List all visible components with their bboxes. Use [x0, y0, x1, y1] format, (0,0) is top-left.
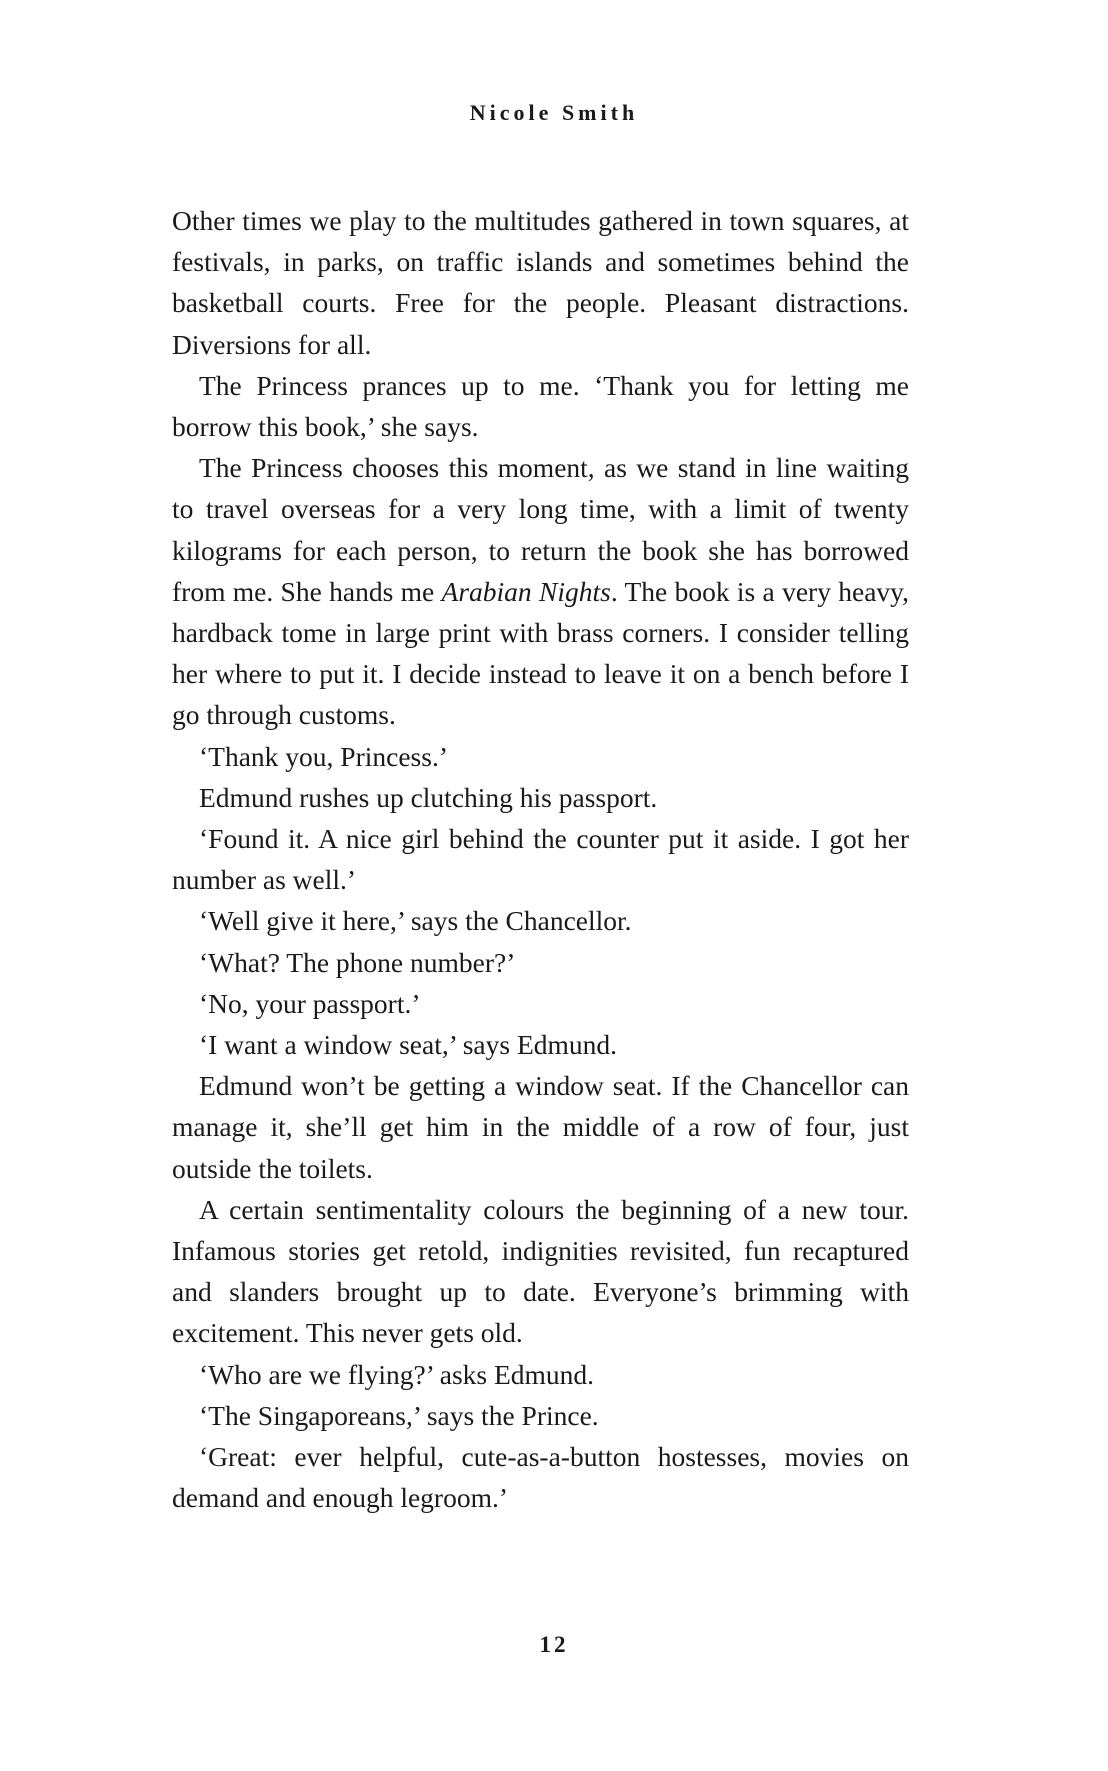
paragraph: ‘Found it. A nice girl behind the counter put it aside. I got her number as well.’: [172, 823, 909, 896]
book-title: Arabian Nights: [441, 575, 611, 607]
paragraph-text: The Princess chooses this moment, as we stand in line waiting to travel overseas for a very long time, with a limit of twenty kilograms for each person, to return the book she has borrowed from me. She hands me: [172, 452, 909, 607]
page-number: 12: [539, 1632, 569, 1657]
body-text: [172, 200, 909, 1519]
paragraph: Edmund rushes up clutching his passport.: [199, 781, 658, 813]
paragraph: A certain sentimentality colours the beginning of a new tour. Infamous stories get retold, indignities revisited, fun recaptured and slanders brought up to date. Everyone’s brimming with excitement. This never gets old.: [172, 1193, 909, 1349]
paragraph: ‘Great: ever helpful, cute-as-a-button hostesses, movies on demand and enough legroom.’: [172, 1441, 909, 1514]
paragraph: ‘Well give it here,’ says the Chancellor.: [199, 905, 632, 937]
paragraph: ‘Thank you, Princess.’: [199, 740, 448, 772]
paragraph: [172, 447, 909, 735]
paragraph: The Princess prances up to me. ‘Thank you for letting me borrow this book,’ she says.: [172, 369, 909, 443]
paragraph-text: . The book is a very heavy, hardback tome in large print with brass corners. I consider telling her where to put it. I decide instead to leave it on a bench before I go through customs.: [172, 575, 910, 731]
paragraph: Edmund won’t be getting a window seat. If the Chancellor can manage it, she’ll get him in the middle of a row of four, just outside the toilets.: [172, 1070, 909, 1184]
paragraph: ‘I want a window seat,’ says Edmund.: [199, 1029, 618, 1061]
paragraph: ‘No, your passport.’: [199, 987, 421, 1019]
running-head: Nicole Smith: [469, 100, 639, 125]
paragraph: Other times we play to the multitudes gathered in town squares, at festivals, in parks, on traffic islands and sometimes behind the basketball courts. Free for the people. Pleasant distractions. Diversions for all.: [172, 205, 909, 360]
paragraph: ‘Who are we flying?’ asks Edmund.: [199, 1358, 595, 1390]
paragraph: ‘The Singaporeans,’ says the Prince.: [199, 1399, 599, 1431]
paragraph: ‘What? The phone number?’: [199, 946, 516, 978]
